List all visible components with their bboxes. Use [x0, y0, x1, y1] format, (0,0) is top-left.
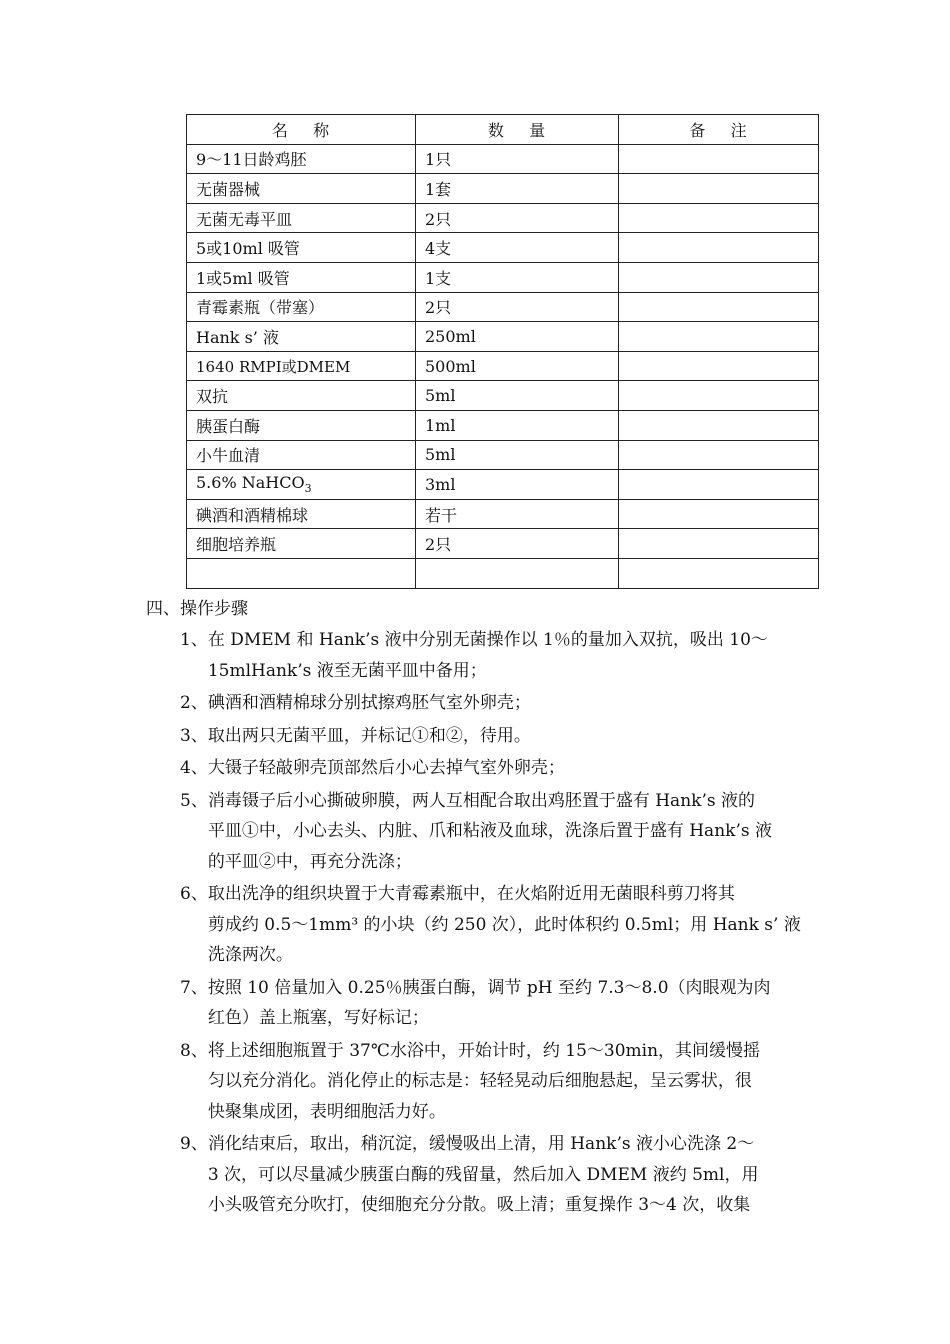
item-name: 1或5ml 吸管	[187, 262, 416, 292]
nahco3-formula: 5.6% NaHCO	[196, 473, 305, 493]
step-line: 消化结束后，取出，稍沉淀，缓慢吸出上清，用 Hank’s 液小心洗涤 2～	[207, 1134, 755, 1154]
item-quantity: 2只	[416, 529, 619, 559]
nahco3-subscript: 3	[304, 482, 312, 496]
step-line: 红色）盖上瓶塞，写好标记；	[207, 1008, 429, 1028]
item-name: 无菌无毒平皿	[187, 203, 416, 233]
table-row	[187, 292, 819, 322]
item-quantity: 3ml	[416, 470, 619, 500]
table-row	[187, 529, 819, 559]
step-number: 5、	[180, 790, 208, 811]
step-number: 9、	[180, 1134, 208, 1154]
item-name: 细胞培养瓶	[187, 529, 416, 559]
step-number: 2、	[180, 693, 208, 713]
step-line: 取出洗净的组织块置于大青霉素瓶中，在火焰附近用无菌眼科剪刀将其	[207, 884, 735, 904]
step-number: 3、	[180, 725, 208, 746]
item-quantity: 4支	[416, 233, 619, 263]
table-row	[187, 262, 819, 292]
item-remarks	[619, 558, 819, 588]
step-line: 匀以充分消化。消化停止的标志是：轻轻晃动后细胞悬起，呈云雾状，很	[207, 1071, 752, 1091]
step-line: 碘酒和酒精棉球分别拭擦鸡胚气室外卵壳；	[207, 693, 531, 713]
table-row	[187, 410, 819, 440]
step-item	[180, 688, 810, 719]
item-quantity: 2只	[416, 203, 619, 233]
header-quantity: 数 量	[416, 115, 619, 145]
step-line: 取出两只无菌平皿，并标记①和②，待用。	[207, 725, 531, 746]
item-remarks	[619, 381, 819, 411]
item-remarks	[619, 174, 819, 204]
item-name: 双抗	[187, 381, 416, 411]
step-line: 将上述细胞瓶置于 37℃水浴中，开始计时，约 15～30min，其间缓慢摇	[207, 1040, 761, 1061]
item-remarks	[619, 203, 819, 233]
table-row	[187, 499, 819, 529]
step-item	[180, 879, 810, 971]
item-remarks	[619, 322, 819, 352]
step-line: 15mlHank’s 液至无菌平皿中备用；	[207, 660, 487, 681]
item-quantity: 5ml	[416, 440, 619, 470]
step-line: 3 次，可以尽量减少胰蛋白酶的残留量，然后加入 DMEM 液约 5ml，用	[207, 1164, 759, 1185]
item-remarks	[619, 233, 819, 263]
step-text	[208, 753, 810, 784]
header-name: 名 称	[187, 115, 416, 145]
item-remarks	[619, 440, 819, 470]
step-text	[208, 721, 810, 752]
step-item	[180, 753, 810, 784]
table-row	[187, 203, 819, 233]
step-text	[208, 1036, 810, 1128]
item-name: 胰蛋白酶	[187, 410, 416, 440]
item-quantity: 5ml	[416, 381, 619, 411]
table-header-row	[187, 115, 819, 145]
step-number: 6、	[180, 884, 208, 904]
table-row	[187, 322, 819, 352]
item-quantity: 1ml	[416, 410, 619, 440]
item-quantity: 250ml	[416, 322, 619, 352]
item-remarks	[619, 470, 819, 500]
step-text	[208, 688, 810, 719]
step-text	[208, 625, 810, 686]
step-line: 小头吸管充分吹打，使细胞充分分散。吸上清；重复操作 3～4 次，收集	[207, 1195, 751, 1215]
item-remarks	[619, 351, 819, 381]
step-text	[208, 973, 810, 1034]
step-text	[208, 1129, 810, 1221]
item-name	[187, 470, 416, 500]
step-item	[180, 721, 810, 752]
step-text	[208, 879, 810, 971]
item-name: 青霉素瓶（带塞）	[187, 292, 416, 322]
step-line: 大镊子轻敲卵壳顶部然后小心去掉气室外卵壳；	[207, 758, 565, 778]
item-quantity: 若干	[416, 499, 619, 529]
step-line: 平皿①中，小心去头、内脏、爪和粘液及血球，洗涤后置于盛有 Hank’s 液	[207, 821, 772, 841]
item-remarks	[619, 499, 819, 529]
item-name: 小牛血清	[187, 440, 416, 470]
step-item	[180, 1129, 810, 1221]
item-remarks	[619, 144, 819, 174]
step-number: 8、	[180, 1040, 208, 1061]
item-quantity: 1只	[416, 144, 619, 174]
step-item	[180, 625, 810, 686]
section-title: 四、操作步骤	[146, 599, 248, 619]
item-quantity	[416, 558, 619, 588]
item-name: 5或10ml 吸管	[187, 233, 416, 263]
table-row-empty	[187, 558, 819, 588]
table-row	[187, 381, 819, 411]
step-line: 按照 10 倍量加入 0.25％胰蛋白酶，调节 pH 至约 7.3～8.0（肉眼观为肉	[207, 977, 771, 998]
item-name: 无菌器械	[187, 174, 416, 204]
step-item	[180, 786, 810, 878]
item-remarks	[619, 292, 819, 322]
header-remarks: 备 注	[619, 115, 819, 145]
step-number: 1、	[180, 630, 208, 650]
step-line: 洗涤两次。	[207, 945, 293, 965]
table-row	[187, 470, 819, 500]
step-line: 在 DMEM 和 Hank’s 液中分别无菌操作以 1％的量加入双抗，吸出 10～	[207, 630, 768, 650]
step-number: 4、	[180, 758, 208, 778]
item-name: 9～11日龄鸡胚	[187, 144, 416, 174]
step-item	[180, 1036, 810, 1128]
step-number: 7、	[180, 977, 208, 998]
item-quantity: 2只	[416, 292, 619, 322]
step-item	[180, 973, 810, 1034]
table-row	[187, 233, 819, 263]
procedure-steps	[180, 625, 810, 1223]
item-remarks	[619, 262, 819, 292]
table-row	[187, 144, 819, 174]
step-line: 消毒镊子后小心撕破卵膜，两人互相配合取出鸡胚置于盛有 Hank’s 液的	[207, 790, 755, 811]
item-remarks	[619, 410, 819, 440]
step-text	[208, 786, 810, 878]
step-line: 快聚集成团，表明细胞活力好。	[207, 1101, 446, 1122]
item-name: Hank s’ 液	[187, 322, 416, 352]
item-quantity: 500ml	[416, 351, 619, 381]
item-quantity: 1支	[416, 262, 619, 292]
item-name: 1640 RMPI或DMEM	[187, 351, 416, 381]
item-name: 碘酒和酒精棉球	[187, 499, 416, 529]
materials-table	[186, 114, 819, 589]
step-line: 的平皿②中，再充分洗涤；	[207, 851, 412, 872]
item-remarks	[619, 529, 819, 559]
item-quantity: 1套	[416, 174, 619, 204]
table-row	[187, 174, 819, 204]
table-row	[187, 440, 819, 470]
table-row	[187, 351, 819, 381]
item-name	[187, 558, 416, 588]
step-line: 剪成约 0.5～1mm³ 的小块（约 250 次），此时体积约 0.5ml；用 Hank s’ 液	[207, 914, 801, 935]
